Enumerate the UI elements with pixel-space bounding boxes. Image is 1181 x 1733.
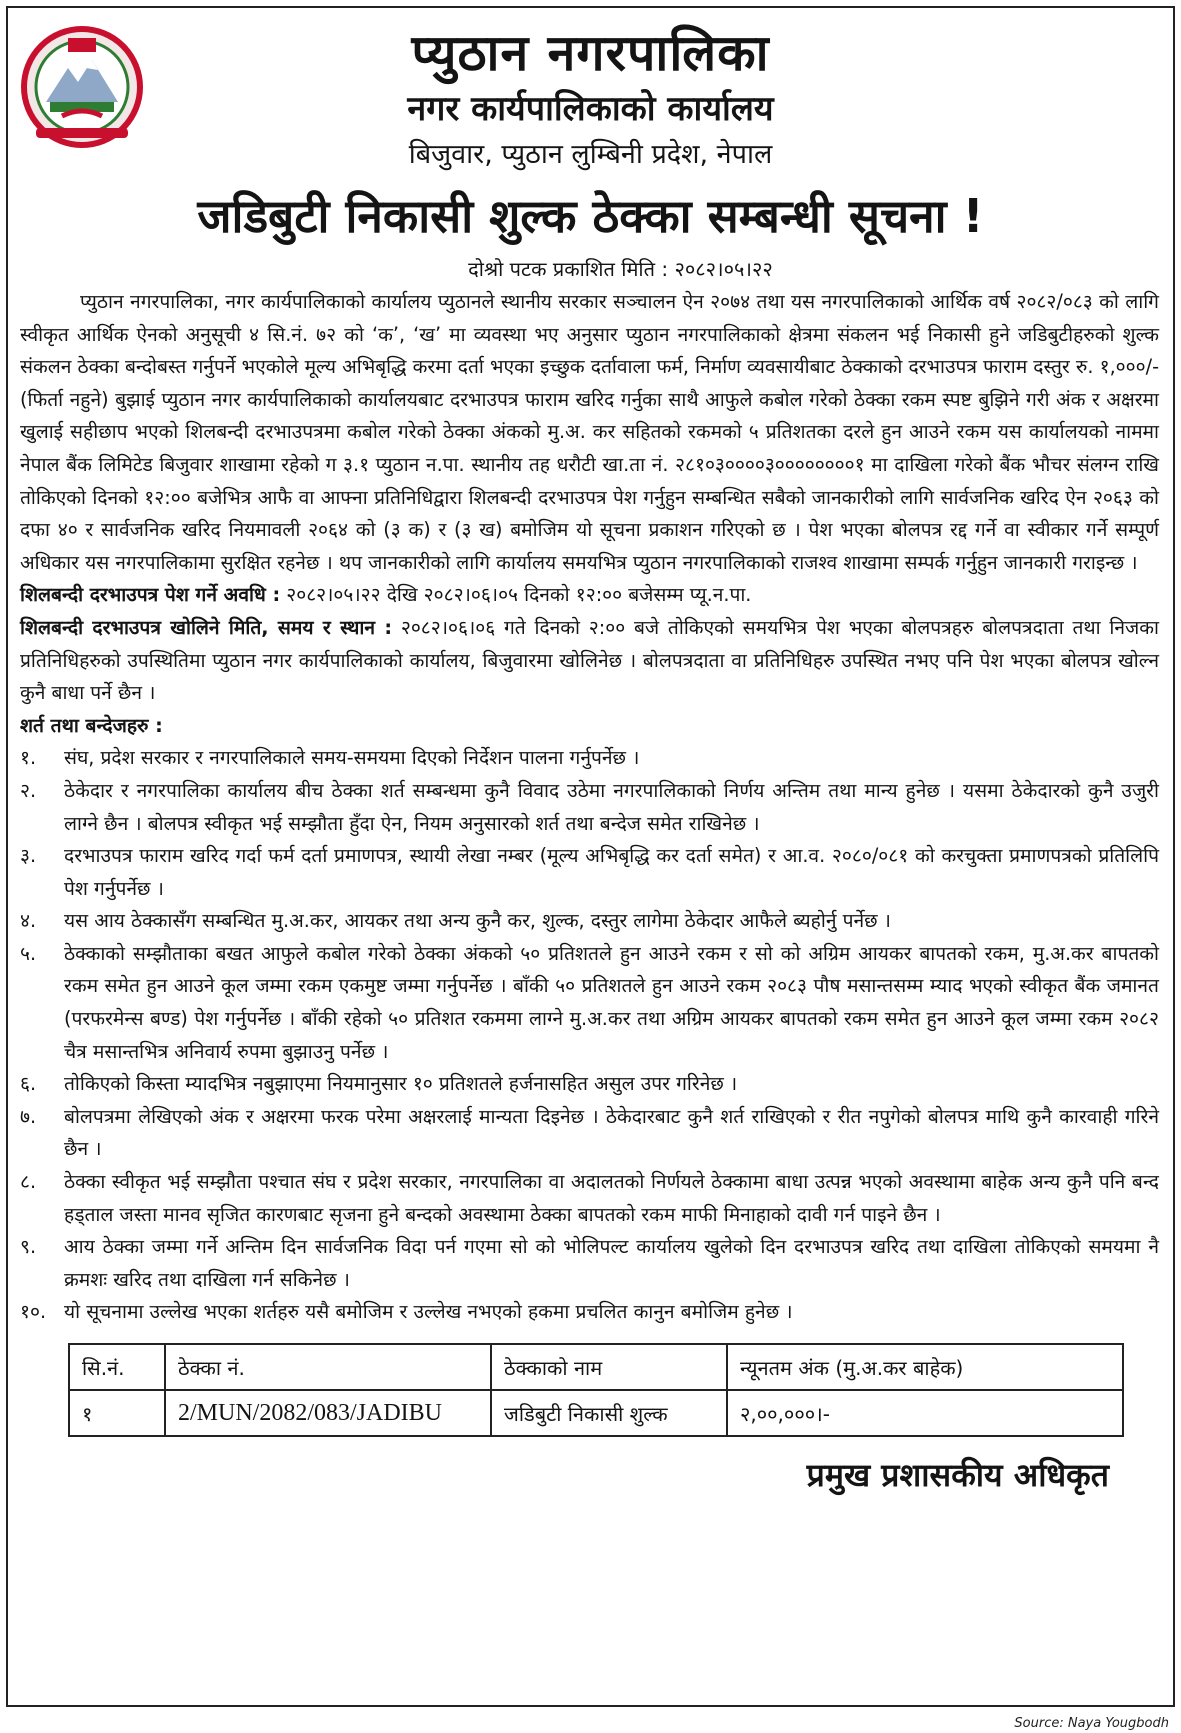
office-name: नगर कार्यपालिकाको कार्यालय [407, 89, 774, 129]
condition-number: ३. [20, 844, 37, 868]
condition-number: ४. [20, 909, 37, 933]
col-header-contract-no: ठेक्का नं. [165, 1344, 491, 1390]
condition-text: ठेक्काको सम्झौताका बखत आफुले कबोल गरेको ठेक्का अंकको ५० प्रतिशतले हुन आउने रकम र सो को अग्रिम आयकर बापतको रकम, मु.अ.कर बापतको रकम समेत हुन आउने कूल जम्मा रकम एकमुष्ट जम्मा गर्नुपर्नेछ । बाँकी ५० प्रतिशतले हुन आउने रकम २०८३ पौष मसान्तसम्म म्याद भएको स्वीकृत बैंक जमानत (परफरमेन्स बण्ड) पेश गर्नुपर्नेछ । बाँकी रहेको ५० प्रतिशत रकममा लाग्ने मु.अ.कर तथा अग्रिम आयकर बापतको रकम समेत हुन आउने कूल जम्मा रकम २०८२ चैत्र मसान्तभित्र अनिवार्य रुपमा बुझाउनु पर्नेछ । [64, 941, 1159, 1063]
col-header-contract-name: ठेक्काको नाम [491, 1344, 727, 1390]
condition-number: ८. [20, 1170, 37, 1194]
condition-number: १०. [20, 1300, 47, 1324]
condition-number: १. [20, 746, 37, 770]
main-paragraph: प्युठान नगरपालिका, नगर कार्यपालिकाको कार्यालय प्युठानले स्थानीय सरकार सञ्चालन ऐन २०७४ तथा यस नगरपालिकाको आर्थिक वर्ष २०८२/०८३ को लागि स्वीकृत आर्थिक ऐनको अनुसूची ४ सि.नं. ७२ को ‘क’, ‘ख’ मा व्यवस्था भए अनुसार प्युठान नगरपालिकाको क्षेत्रमा संकलन भई निकासी हुने जडिबुटीहरुको शुल्क संकलन ठेक्का बन्दोबस्त गर्नुपर्ने भएकोले मूल्य अभिबृद्धि करमा दर्ता भएका इच्छुक दर्तावाला फर्म, निर्माण व्यवसायीबाट ठेक्काको दरभाउपत्र फाराम दस्तुर रु. १,०००/- (फिर्ता नहुने) बुझाई प्युठान नगर कार्यपालिकाको कार्यालयबाट दरभाउपत्र फाराम खरिद गर्नुका साथै आफुले कबोल गरेको ठेक्का रकम स्पष्ट बुझिने गरी अंक र अक्षरमा खुलाई सहीछाप भएको शिलबन्दी दरभाउपत्रमा कबोल गरेको ठेक्का अंकको मु.अ. कर सहितको रकमको ५ प्रतिशतका दरले हुन आउने रकम यस कार्यालयको नाममा नेपाल बैंक लिमिटेड बिजुवार शाखामा रहेको ग ३.१ प्युठान न.पा. स्थानीय तह धरौटी खा.ता नं. २८१०३००००३००००००००१ मा दाखिला गरेको बैंक भौचर संलग्न राखि तोकिएको दिनको १२:०० बजेभित्र आफै वा आफ्ना प्रतिनिधिद्वारा शिलबन्दी दरभाउपत्र पेश गर्नुहुन सम्बन्धित सबैको जानकारीको लागि सार्वजनिक खरिद ऐन २०६३ को दफा ४० र सार्वजनिक खरिद नियमावली २०६४ को (३ क) र (३ ख) बमोजिम यो सूचना प्रकाशन गरिएको छ । पेश भएका बोलपत्र रद्द गर्ने वा स्वीकार गर्ने सम्पूर्ण अधिकार यस नगरपालिकामा सुरक्षित रहनेछ । थप जानकारीको लागि कार्यालय समयभित्र प्युठान नगरपालिकाको राजश्व शाखामा सम्पर्क गर्नुहुन जानकारी गराइन्छ । [20, 290, 1160, 574]
condition-text: संघ, प्रदेश सरकार र नगरपालिकाले समय-समयमा दिएको निर्देशन पालना गर्नुपर्नेछ । [64, 746, 640, 770]
deadline-label: शिलबन्दी दरभाउपत्र पेश गर्ने अवधि : [20, 583, 281, 607]
condition-number: ६. [20, 1072, 37, 1096]
condition-text: बोलपत्रमा लेखिएको अंक र अक्षरमा फरक परेमा अक्षरलाई मान्यता दिइनेछ । ठेकेदारबाट कुनै शर्त राखिएको र रीत नपुगेको बोलपत्र माथि कुनै कारवाही गरिने छैन । [64, 1104, 1159, 1161]
condition-number: ९. [20, 1235, 37, 1259]
cell-sn: १ [69, 1390, 165, 1436]
page-border [6, 6, 1175, 1707]
condition-text: यस आय ठेक्कासँग सम्बन्धित मु.अ.कर, आयकर तथा अन्य कुनै कर, शुल्क, दस्तुर लागेमा ठेकेदार आफैले ब्यहोर्नु पर्नेछ । [64, 909, 891, 933]
condition-text: यो सूचनामा उल्लेख भएका शर्तहरु यसै बमोजिम र उल्लेख नभएको हकमा प्रचलित कानुन बमोजिम हुनेछ । [64, 1300, 793, 1324]
office-address: बिजुवार, प्युठान लुम्बिनी प्रदेश, नेपाल [408, 139, 773, 170]
notice-title: जडिबुटी निकासी शुल्क ठेक्का सम्बन्धी सूचना ! [197, 189, 984, 243]
condition-number: २. [20, 778, 37, 802]
cell-contract-name: जडिबुटी निकासी शुल्क [491, 1390, 727, 1436]
opening-label: शिलबन्दी दरभाउपत्र खोलिने मिति, समय र स्थान : [20, 615, 393, 639]
opening-text: २०८२।०६।०६ गते दिनको २:०० बजे तोकिएको समयभित्र पेश भएका बोलपत्रहरु बोलपत्रदाता तथा निजका प्रतिनिधिहरुको उपस्थितिमा प्युठान नगर कार्यपालिकाको कार्यालय, बिजुवारमा खोलिनेछ । बोलपत्रदाता वा प्रतिनिधिहरु उपस्थित नभए पनि पेश भएका बोलपत्र खोल्न कुनै बाधा पर्ने छैन । [20, 615, 1159, 705]
publication-date: दोश्रो पटक प्रकाशित मिति : २०८२।०५।२२ [468, 257, 773, 281]
condition-number: ५. [20, 941, 37, 965]
col-header-sn: सि.नं. [69, 1344, 165, 1390]
deadline-text: २०८२।०५।२२ देखि २०८२।०६।०५ दिनको १२:०० बजेसम्म प्यू.न.पा. [286, 583, 752, 607]
condition-number: ७. [20, 1104, 37, 1128]
source-credit: Source: Naya Yougbodh [1014, 1716, 1169, 1731]
condition-text: दरभाउपत्र फाराम खरिद गर्दा फर्म दर्ता प्रमाणपत्र, स्थायी लेखा नम्बर (मूल्य अभिबृद्धि कर दर्ता समेत) र आ.व. २०८०/०८१ को करचुक्ता प्रमाणपत्रको प्रतिलिपि पेश गर्नुपर्नेछ । [64, 844, 1159, 900]
col-header-min-amount: न्यूनतम अंक (मु.अ.कर बाहेक) [727, 1344, 1123, 1390]
condition-text: ठेक्का स्वीकृत भई सम्झौता पश्चात संघ र प्रदेश सरकार, नगरपालिका वा अदालतको निर्णयले ठेक्कामा बाधा उत्पन्न भएको अवस्थामा बाहेक अन्य कुनै पनि बन्द हड्ताल जस्ता मानव सृजित कारणबाट सृजना हुने बन्दको अवस्थामा ठेक्का बापतको रकम माफी मिनाहाको दावी गर्न पाइने छैन । [64, 1170, 1159, 1226]
signature-title: प्रमुख प्रशासकीय अधिकृत [806, 1456, 1109, 1494]
condition-text: तोकिएको किस्ता म्यादभित्र नबुझाएमा नियमानुसार १० प्रतिशतले हर्जनासहित असुल उपर गरिनेछ । [64, 1072, 738, 1096]
condition-text: ठेकेदार र नगरपालिका कार्यालय बीच ठेक्का शर्त सम्बन्धमा कुनै विवाद उठेमा नगरपालिकाको निर्णय अन्तिम तथा मान्य हुनेछ । यसमा ठेकेदारको कुनै उजुरी लाग्ने छैन । बोलपत्र स्वीकृत भई सम्झौता हुँदा ऐन, नियम अनुसारको शर्त तथा बन्देज समेत राखिनेछ । [64, 778, 1159, 835]
cell-min-amount: २,००,०००।- [727, 1390, 1123, 1436]
conditions-title: शर्त तथा बन्देजहरु : [20, 713, 163, 737]
condition-text: आय ठेक्का जम्मा गर्ने अन्तिम दिन सार्वजनिक विदा पर्न गएमा सो को भोलिपल्ट कार्यालय खुलेको दिन दरभाउपत्र खरिद तथा दाखिला तोकिएको समयमा नै क्रमशः खरिद तथा दाखिला गर्न सकिनेछ । [64, 1235, 1159, 1291]
org-name: प्युठान नगरपालिका [411, 24, 770, 82]
notice-header [16, 0, 1165, 252]
cell-contract-no: 2/MUN/2082/083/JADIBU [165, 1390, 491, 1436]
